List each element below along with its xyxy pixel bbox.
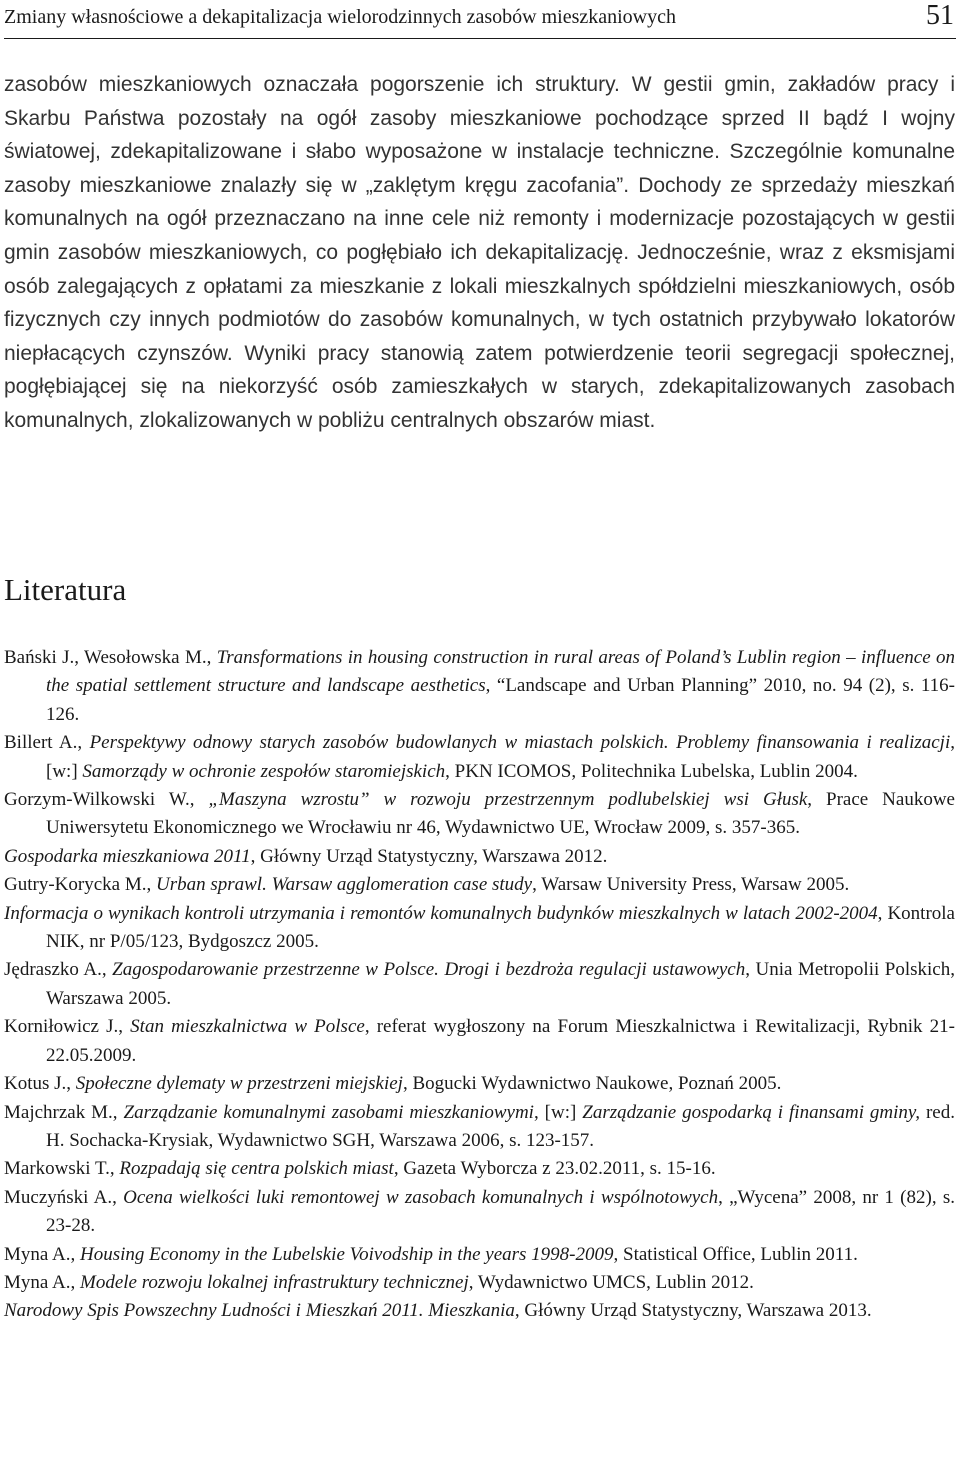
- reference-text: , Bogucki Wydawnictwo Naukowe, Poznań 2005.: [402, 1073, 782, 1095]
- reference-item: [4, 1013, 955, 1070]
- reference-item: [4, 729, 955, 786]
- reference-text: Myna A.,: [4, 1243, 80, 1265]
- reference-item: [4, 1070, 955, 1098]
- reference-text: , Kontrola NIK, nr P/05/123, Bydgoszcz 2005.: [46, 902, 955, 953]
- reference-item: [4, 1269, 955, 1297]
- reference-text: , referat wygłoszony na Forum Mieszkalnictwa i Rewitalizacji, Rybnik 21-22.05.2009.: [46, 1016, 955, 1066]
- body-paragraph: zasobów mieszkaniowych oznaczała pogorszenie ich struktury. W gestii gmin, zakładów pracy i Skarbu Państwa pozostały na ogół zasoby mieszkaniowe pochodzące sprzed II bądź I wojny światowej, zdekapitalizowane i słabo wyposażone w instalacje techniczne. Szczególnie komunalne zasoby mieszkaniowe znalazły się w „zaklętym kręgu zacofania”. Dochody ze sprzedaży mieszkań komunalnych na ogół przeznaczano na inne cele niż remonty i modernizacje pozostających w gestii gmin zasobów mieszkaniowych, co pogłębiało ich dekapitalizację. Jednocześnie, wraz z eksmisjami osób zalegających z opłatami za mieszkanie z lokali mieszkalnych spółdzielni mieszkaniowych, osób fizycznych czy innych podmiotów do zasobów komunalnych, w tych ostatnich przybywało lokatorów niepłacących czynszów. Wyniki pracy stanowią zatem potwierdzenie teorii segregacji społecznej, pogłębiającej się na niekorzyść osób zamieszkałych w starych, zdekapitalizowanych zasobach komunalnych, zlokalizowanych w pobliżu centralnych obszarów miast.: [4, 73, 955, 432]
- reference-text: , Główny Urząd Statystyczny, Warszawa 2012.: [250, 845, 608, 867]
- reference-item: [4, 843, 955, 871]
- reference-text: , Główny Urząd Statystyczny, Warszawa 2013.: [514, 1300, 872, 1322]
- reference-title: Stan mieszkalnictwa w Polsce: [130, 1016, 365, 1038]
- reference-text: , Gazeta Wyborcza z 23.02.2011, s. 15-16.: [393, 1158, 716, 1180]
- reference-item: [4, 1155, 955, 1183]
- reference-title: Gospodarka mieszkaniowa 2011: [4, 845, 251, 867]
- reference-text: Billert A.,: [4, 732, 90, 754]
- reference-list: [4, 644, 955, 1326]
- reference-title: Informacja o wynikach kontroli utrzymania i remontów komunalnych budynków mieszkalnych w latach 2002-2004: [4, 902, 878, 924]
- reference-text: , Unia Metropolii Polskich, Warszawa 2005.: [46, 959, 955, 1009]
- reference-item: [4, 956, 955, 1013]
- reference-title: Narodowy Spis Powszechny Ludności i Mieszkań 2011. Mieszkania: [4, 1300, 515, 1322]
- reference-item: [4, 900, 955, 957]
- reference-title: Modele rozwoju lokalnej infrastruktury technicznej: [80, 1271, 469, 1293]
- reference-title: Ocena wielkości luki remontowej w zasobach komunalnych i wspólnotowych: [123, 1186, 719, 1208]
- reference-text: , „Wycena” 2008, nr 1 (82), s. 23-28.: [46, 1186, 955, 1237]
- reference-title: Perspektywy odnowy starych zasobów budowlanych w miastach polskich. Problemy finansowania i realizacji: [89, 732, 951, 754]
- reference-item: [4, 871, 955, 899]
- reference-title: Zagospodarowanie przestrzenne w Polsce. Drogi i bezdroża regulacji ustawowych: [112, 959, 746, 981]
- reference-text: Gorzym-Wilkowski W.,: [4, 789, 209, 811]
- reference-text: Muczyński A.,: [4, 1186, 124, 1208]
- reference-item: [4, 1099, 955, 1156]
- reference-item: [4, 1241, 955, 1269]
- page-number: 51: [926, 0, 954, 31]
- reference-text: Gutry-Korycka M.,: [4, 874, 156, 896]
- reference-text: , Prace Naukowe Uniwersytetu Ekonomicznego we Wrocławiu nr 46, Wydawnictwo UE, Wrocław 2009, s. 357-365.: [46, 789, 955, 839]
- reference-title: Transformations in housing construction in rural areas of Poland’s Lublin region – influence on the spatial settlement structure and landscape aesthetics: [46, 647, 955, 697]
- running-header: [4, 0, 956, 39]
- reference-item: [4, 1297, 955, 1325]
- reference-text: Bański J., Wesołowska M.,: [4, 647, 217, 668]
- reference-title: Samorządy w ochronie zespołów staromiejskich: [82, 760, 446, 782]
- reference-title: Społeczne dylematy w przestrzeni miejskiej: [75, 1073, 403, 1095]
- reference-title: Urban sprawl. Warsaw agglomeration case study: [155, 874, 533, 896]
- reference-item: [4, 786, 955, 843]
- reference-text: Myna A.,: [4, 1271, 80, 1293]
- reference-item: [4, 644, 955, 729]
- reference-text: Majchrzak M.,: [4, 1101, 124, 1123]
- reference-text: Korniłowicz J.,: [4, 1016, 131, 1038]
- reference-text: red. H. Sochacka-Krysiak, Wydawnictwo SGH, Warszawa 2006, s. 123-157.: [46, 1101, 955, 1151]
- running-title: Zmiany własnościowe a dekapitalizacja wielorodzinnych zasobów mieszkaniowych: [4, 6, 676, 28]
- reference-title: Zarządzanie gospodarką i finansami gminy,: [582, 1101, 921, 1123]
- reference-text: , PKN ICOMOS, Politechnika Lubelska, Lublin 2004.: [445, 760, 858, 782]
- reference-text: Markowski T.,: [4, 1158, 120, 1180]
- reference-text: , “Landscape and Urban Planning” 2010, no. 94 (2), s. 116-126.: [46, 675, 955, 725]
- reference-text: , Wydawnictwo UMCS, Lublin 2012.: [468, 1271, 754, 1293]
- reference-item: [4, 1184, 955, 1241]
- reference-title: „Maszyna wzrostu” w rozwoju przestrzennym podlubelskiej wsi Głusk: [208, 789, 808, 811]
- reference-text: , Statistical Office, Lublin 2011.: [613, 1243, 858, 1265]
- reference-title: Housing Economy in the Lubelskie Voivodship in the years 1998-2009: [80, 1243, 614, 1265]
- reference-text: , [w:]: [46, 732, 955, 782]
- reference-text: Jędraszko A.,: [4, 959, 113, 981]
- reference-text: Kotus J.,: [4, 1073, 76, 1095]
- section-heading-literatura: Literatura: [4, 572, 127, 607]
- reference-title: Rozpadają się centra polskich miast: [119, 1158, 394, 1180]
- reference-title: Zarządzanie komunalnymi zasobami mieszkaniowymi: [123, 1101, 534, 1123]
- reference-text: , Warsaw University Press, Warsaw 2005.: [532, 874, 850, 896]
- reference-text: , [w:]: [533, 1101, 583, 1123]
